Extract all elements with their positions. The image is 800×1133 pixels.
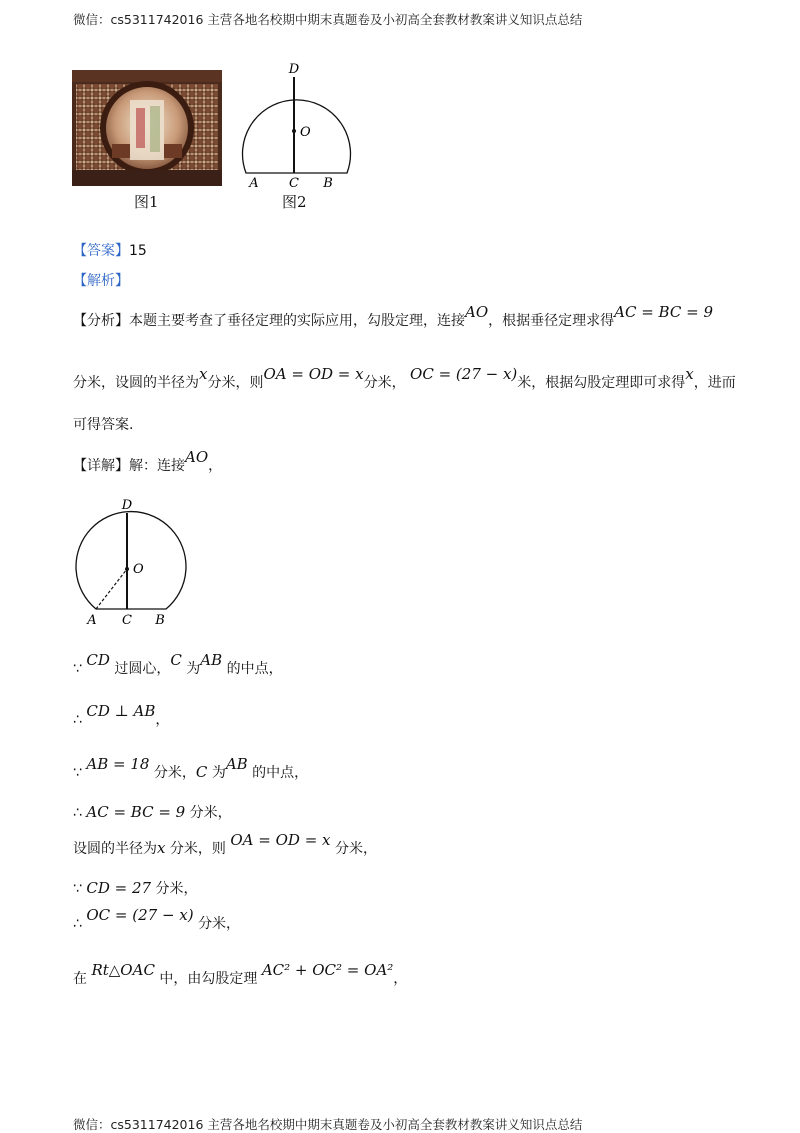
math: OC = (27 − x): [410, 365, 518, 383]
step-text: ，: [393, 971, 408, 987]
fenxi-tag: 【分析】: [73, 313, 129, 329]
therefore-symbol: ∴: [73, 916, 82, 932]
step-7: [73, 906, 241, 933]
analysis-tag-line: [73, 270, 129, 290]
step-2: [73, 702, 170, 729]
label-C: C: [289, 176, 299, 191]
math: AO: [185, 448, 209, 466]
therefore-symbol: ∴: [73, 805, 82, 821]
label-C: C: [122, 613, 132, 628]
step-4: [73, 802, 232, 822]
math: AB: [225, 755, 248, 773]
math: AB = 18: [86, 755, 150, 773]
math: x: [199, 365, 208, 383]
step-text: 过圆心，: [114, 661, 171, 677]
step-text: 在: [73, 971, 87, 987]
label-A: A: [87, 613, 97, 628]
step-1: [73, 651, 283, 678]
fenxi-text: 本题主要考查了垂径定理的实际应用，勾股定理，连接: [129, 313, 465, 329]
math: OC = (27 − x): [86, 906, 194, 924]
label-O: O: [300, 125, 311, 140]
math: CD: [86, 651, 110, 669]
fig1-caption: 图1: [134, 193, 159, 211]
xiangjie-text: 解：连接: [129, 458, 185, 474]
answer-line: [73, 240, 147, 260]
fenxi-text: 米，根据勾股定理即可求得: [517, 375, 686, 391]
label-O: O: [133, 562, 144, 577]
math: x: [685, 365, 694, 383]
because-symbol: ∵: [73, 765, 82, 781]
xiangjie-tag: 【详解】: [73, 458, 129, 474]
step-text: 为: [211, 765, 226, 781]
math: AC² + OC² = OA²: [261, 961, 394, 979]
math: OA = OD = x: [263, 365, 364, 383]
fenxi-line-3: [73, 414, 133, 434]
label-D: D: [121, 498, 133, 513]
fig2-caption: 图2: [282, 193, 307, 211]
step-text: 分米，: [189, 805, 232, 821]
fenxi-text: 分米，则: [207, 375, 264, 391]
label-A: A: [249, 176, 259, 191]
xiangjie-text: ，: [208, 458, 223, 474]
answer-tag: 【答案】: [73, 243, 129, 259]
geometry-figure-2: [240, 60, 360, 196]
label-D: D: [288, 62, 300, 77]
math: CD = 27: [86, 879, 152, 897]
geometry-figure-3: [70, 496, 195, 631]
math: Rt△OAC: [91, 961, 155, 979]
step-8: [73, 961, 408, 988]
math: C: [170, 651, 182, 669]
math: CD ⊥ AB: [86, 702, 156, 720]
therefore-symbol: ∴: [73, 712, 82, 728]
math: AB: [200, 651, 223, 669]
step-text: 中，由勾股定理: [159, 971, 258, 987]
label-B: B: [323, 176, 333, 191]
step-text: 分米，则: [169, 841, 226, 857]
step-3: [73, 755, 309, 782]
step-text: 设圆的半径为: [73, 841, 157, 857]
fenxi-text: ，进而: [693, 375, 736, 391]
step-text: 的中点，: [252, 765, 309, 781]
fenxi-text: 分米，: [363, 375, 406, 391]
math: AO: [465, 303, 489, 321]
answer-value: 15: [129, 243, 147, 259]
step-text: 分米，: [334, 841, 377, 857]
step-text: 为: [186, 661, 201, 677]
analysis-tag: 【解析】: [73, 273, 129, 289]
label-B: B: [155, 613, 165, 628]
fenxi-text: 分米，设圆的半径为: [73, 375, 199, 391]
step-6: [73, 878, 198, 898]
math: OA = OD = x: [230, 831, 331, 849]
page-header: 微信：cs5311742016 主营各地名校期中期末真题卷及小初高全套教材教案讲义知识点总结: [73, 12, 583, 27]
moon-gate-photo: [72, 70, 222, 186]
fenxi-text: 可得答案.: [73, 417, 134, 433]
fenxi-text: ，根据垂径定理求得: [488, 313, 615, 329]
step-text: 分米，: [153, 765, 196, 781]
math: AC = BC = 9: [86, 803, 186, 821]
step-text: 分米，: [198, 916, 241, 932]
math: AC = BC = 9: [614, 303, 713, 321]
math: x: [157, 839, 166, 857]
page-footer: 微信：cs5311742016 主营各地名校期中期末真题卷及小初高全套教材教案讲义知识点总结: [73, 1117, 583, 1132]
step-text: 的中点，: [226, 661, 283, 677]
step-text: ，: [155, 712, 170, 728]
math: C: [195, 763, 208, 781]
because-symbol: ∵: [73, 881, 82, 897]
xiangjie-line: [73, 448, 223, 475]
step-5: [73, 831, 377, 858]
fenxi-line-1: [73, 303, 713, 330]
step-text: 分米，: [155, 881, 198, 897]
fenxi-line-2: [73, 365, 736, 392]
because-symbol: ∵: [73, 661, 82, 677]
